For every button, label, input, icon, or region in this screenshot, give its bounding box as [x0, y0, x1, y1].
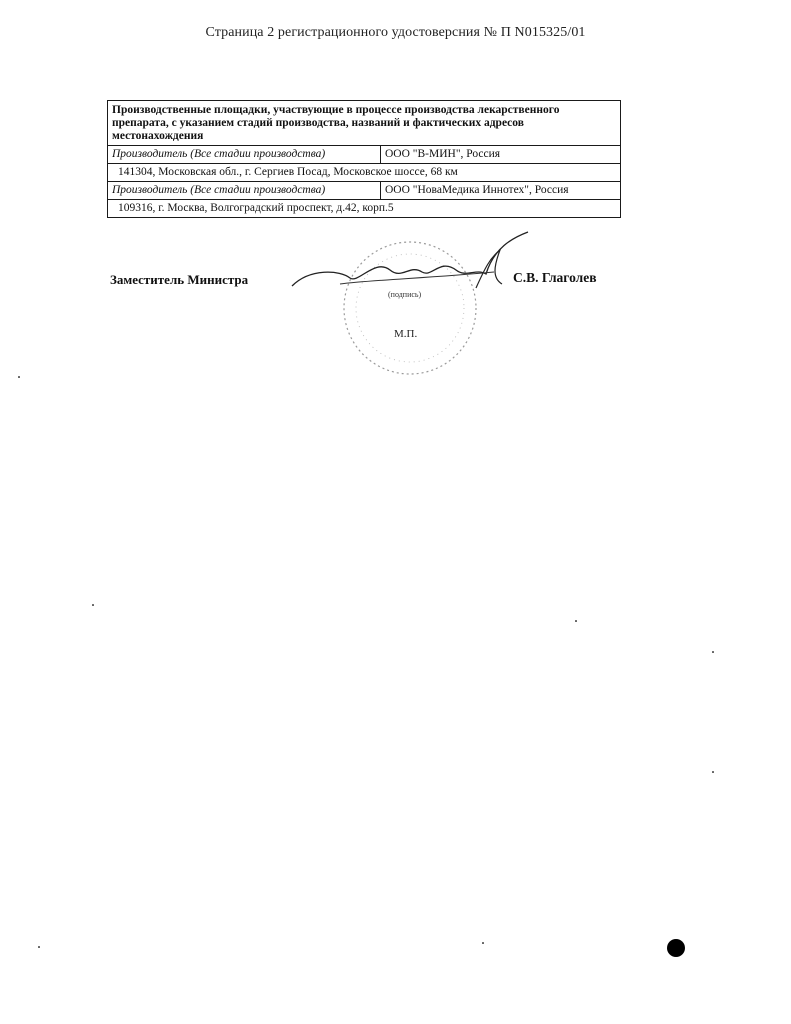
manufacturer-company-cell: ООО "НоваМедика Иннотех", Россия [381, 182, 621, 200]
table-row [108, 200, 621, 218]
manufacturer-address-cell: 141304, Московская обл., г. Сергиев Посад, Московское шоссе, 68 км [108, 164, 621, 182]
table-row [108, 182, 621, 200]
scan-speck [18, 376, 20, 378]
scan-speck [482, 942, 484, 944]
scan-speck [38, 946, 40, 948]
seal-mark: М.П. [394, 328, 418, 340]
page-marker-dot [667, 939, 685, 957]
table-heading-row [108, 101, 621, 146]
table-row [108, 146, 621, 164]
manufacturer-address-cell: 109316, г. Москва, Волгоградский проспект, д.42, корп.5 [108, 200, 621, 218]
scan-speck [712, 771, 714, 773]
scan-speck [712, 651, 714, 653]
table-heading: Производственные площадки, участвующие в процессе производства лекарственного препарата, с указанием стадий производства, названий и фактических адресов местонахождения [108, 101, 621, 146]
table-row [108, 164, 621, 182]
page-header: Страница 2 регистрационного удостоверсния № П N015325/01 [205, 25, 586, 40]
signature-caption: (подпись) [388, 290, 422, 299]
signer-title: Заместитель Министра [110, 272, 249, 287]
production-sites-table [107, 100, 621, 218]
manufacturer-role-cell: Производитель (Все стадии производства) [108, 182, 381, 200]
signer-name: С.В. Глаголев [513, 270, 597, 285]
scan-speck [575, 620, 577, 622]
scan-speck [92, 604, 94, 606]
manufacturer-company-cell: ООО "В-МИН", Россия [381, 146, 621, 164]
signature-scribble [280, 228, 540, 298]
manufacturer-role-cell: Производитель (Все стадии производства) [108, 146, 381, 164]
